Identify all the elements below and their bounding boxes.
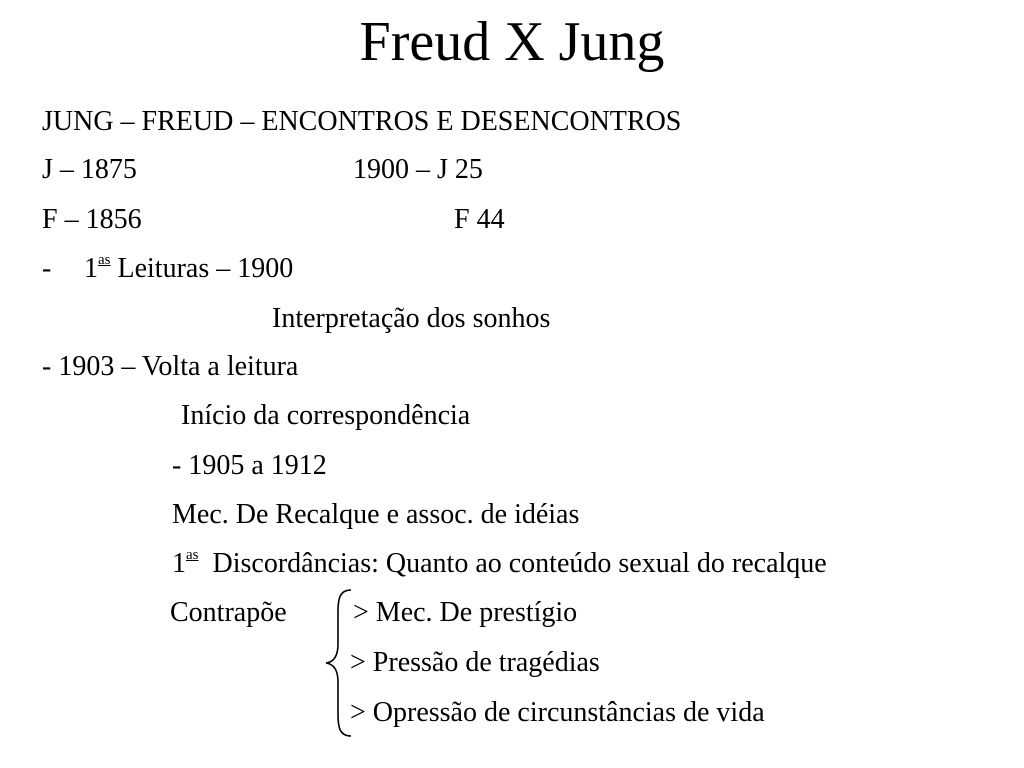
slide-title: Freud X Jung — [359, 11, 665, 73]
discordances-line — [172, 546, 827, 582]
disc-sup: as — [186, 547, 199, 563]
contrapoe-item-circumstances: > Opressão de circunstâncias de vida — [350, 697, 765, 728]
first-readings-sup: as — [98, 252, 111, 268]
first-readings-text: Leituras – 1900 — [117, 253, 294, 284]
jung-1900: 1900 – J 25 — [353, 154, 483, 185]
return-1903-line: - 1903 – Volta a leitura — [42, 351, 299, 382]
first-readings-dash: - — [42, 253, 52, 284]
heading-line: JUNG – FREUD – ENCONTROS E DESENCONTROS — [42, 106, 682, 137]
first-readings-line — [84, 251, 293, 287]
dreams-line: Interpretação dos sonhos — [272, 303, 551, 334]
contrapoe-item-prestige: > Mec. De prestígio — [353, 597, 578, 628]
correspondence-line: Início da correspondência — [181, 400, 471, 431]
disc-num: 1 — [172, 548, 186, 579]
disc-text: Discordâncias: Quanto ao conteúdo sexual do recalque — [212, 548, 827, 579]
freud-birth: F – 1856 — [42, 204, 142, 235]
freud-age: F 44 — [454, 204, 505, 235]
contrapoe-label: Contrapõe — [170, 597, 287, 628]
mechanisms-line: Mec. De Recalque e assoc. de idéias — [172, 499, 580, 530]
period-line: - 1905 a 1912 — [172, 450, 327, 481]
first-readings-num: 1 — [84, 253, 98, 284]
jung-birth: J – 1875 — [42, 154, 137, 185]
contrapoe-item-tragedies: > Pressão de tragédias — [350, 647, 600, 678]
